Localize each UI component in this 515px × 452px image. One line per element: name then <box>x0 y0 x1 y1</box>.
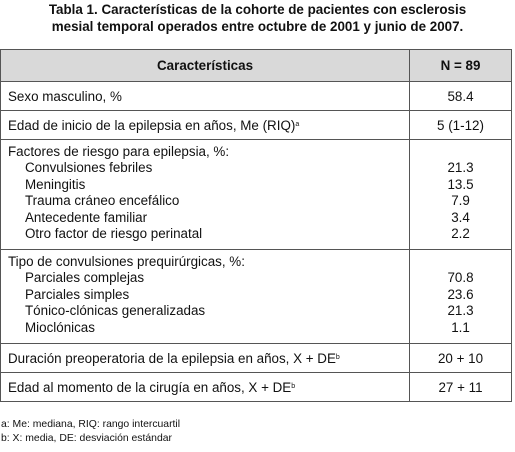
factores-labels <box>1 140 410 249</box>
convulsiones-values <box>410 250 511 343</box>
caption-line-2: mesial temporal operados entre octubre de 2001 y junio de 2007. <box>51 18 464 34</box>
factor-value: 7.9 <box>451 193 470 209</box>
header-caracteristicas: Características <box>1 50 410 81</box>
footnote-b: b: X: media, DE: desviación estándar <box>1 432 172 444</box>
factor-label: Convulsiones febriles <box>25 160 153 176</box>
factor-label: Trauma cráneo encefálico <box>25 193 180 209</box>
edad-inicio-value: 5 (1-12) <box>437 117 484 133</box>
factor-value: 21.3 <box>447 160 474 176</box>
characteristics-table <box>0 49 512 402</box>
table-row-convulsiones <box>1 249 511 343</box>
factor-label: Meningitis <box>25 176 86 192</box>
table-row-edad-inicio <box>1 110 511 139</box>
factor-value: 13.5 <box>447 176 474 192</box>
duracion-value: 20 + 10 <box>437 350 484 366</box>
convulsion-label: Parciales complejas <box>25 270 145 286</box>
convulsion-label: Tónico-clónicas generalizadas <box>25 303 206 319</box>
row-label <box>1 82 410 110</box>
sexo-value: 58.4 <box>447 88 474 104</box>
row-label: Edad al momento de la cirugía en años, X + DE b <box>1 373 410 401</box>
factor-label: Antecedente familiar <box>25 209 148 225</box>
factores-title: Factores de riesgo para epilepsia, %: <box>8 144 230 159</box>
table-row-edad-cirugia <box>1 372 511 401</box>
convulsion-value: 1.1 <box>451 319 470 335</box>
edad-cirugia-value: 27 + 11 <box>438 379 483 395</box>
header-n: N = 89 <box>440 58 481 73</box>
convulsion-value: 23.6 <box>447 286 474 302</box>
convulsiones-title: Tipo de convulsiones prequirúrgicas, %: <box>8 254 245 269</box>
caption-line-1: Tabla 1. Características de la cohorte de pacientes con esclerosis <box>48 2 467 17</box>
table-header-row <box>1 50 511 81</box>
factor-label: Otro factor de riesgo perinatal <box>25 225 203 241</box>
edad-inicio-label: Edad de inicio de la epilepsia en años, Me (RIQ) <box>8 117 296 133</box>
footnote-a: a: Me: mediana, RIQ: rango intercuartil <box>1 419 181 430</box>
factores-values <box>410 140 511 249</box>
table-row-factores <box>1 139 511 249</box>
footnotes <box>1 418 180 445</box>
table-row-duracion <box>1 343 511 372</box>
convulsion-label: Mioclónicas <box>25 319 95 335</box>
sexo-label: Sexo masculino, % <box>8 88 122 104</box>
row-label: Duración preoperatoria de la epilepsia en años, X + DE b <box>1 344 410 372</box>
convulsiones-labels <box>1 250 410 343</box>
row-label: Edad de inicio de la epilepsia en años, Me (RIQ) a <box>1 111 410 139</box>
convulsion-value: 70.8 <box>447 270 474 286</box>
duracion-label: Duración preoperatoria de la epilepsia en años, X + DE <box>8 350 336 366</box>
convulsion-label: Parciales simples <box>25 286 130 302</box>
edad-cirugia-label: Edad al momento de la cirugía en años, X + DE <box>8 379 292 395</box>
convulsion-value-spacer <box>410 254 511 270</box>
factor-value: 2.2 <box>451 225 470 241</box>
table-row-sexo <box>1 81 511 110</box>
convulsion-value: 21.3 <box>447 303 474 319</box>
table-caption <box>0 2 515 35</box>
factor-value-spacer <box>410 144 511 160</box>
factor-value: 3.4 <box>451 209 470 225</box>
